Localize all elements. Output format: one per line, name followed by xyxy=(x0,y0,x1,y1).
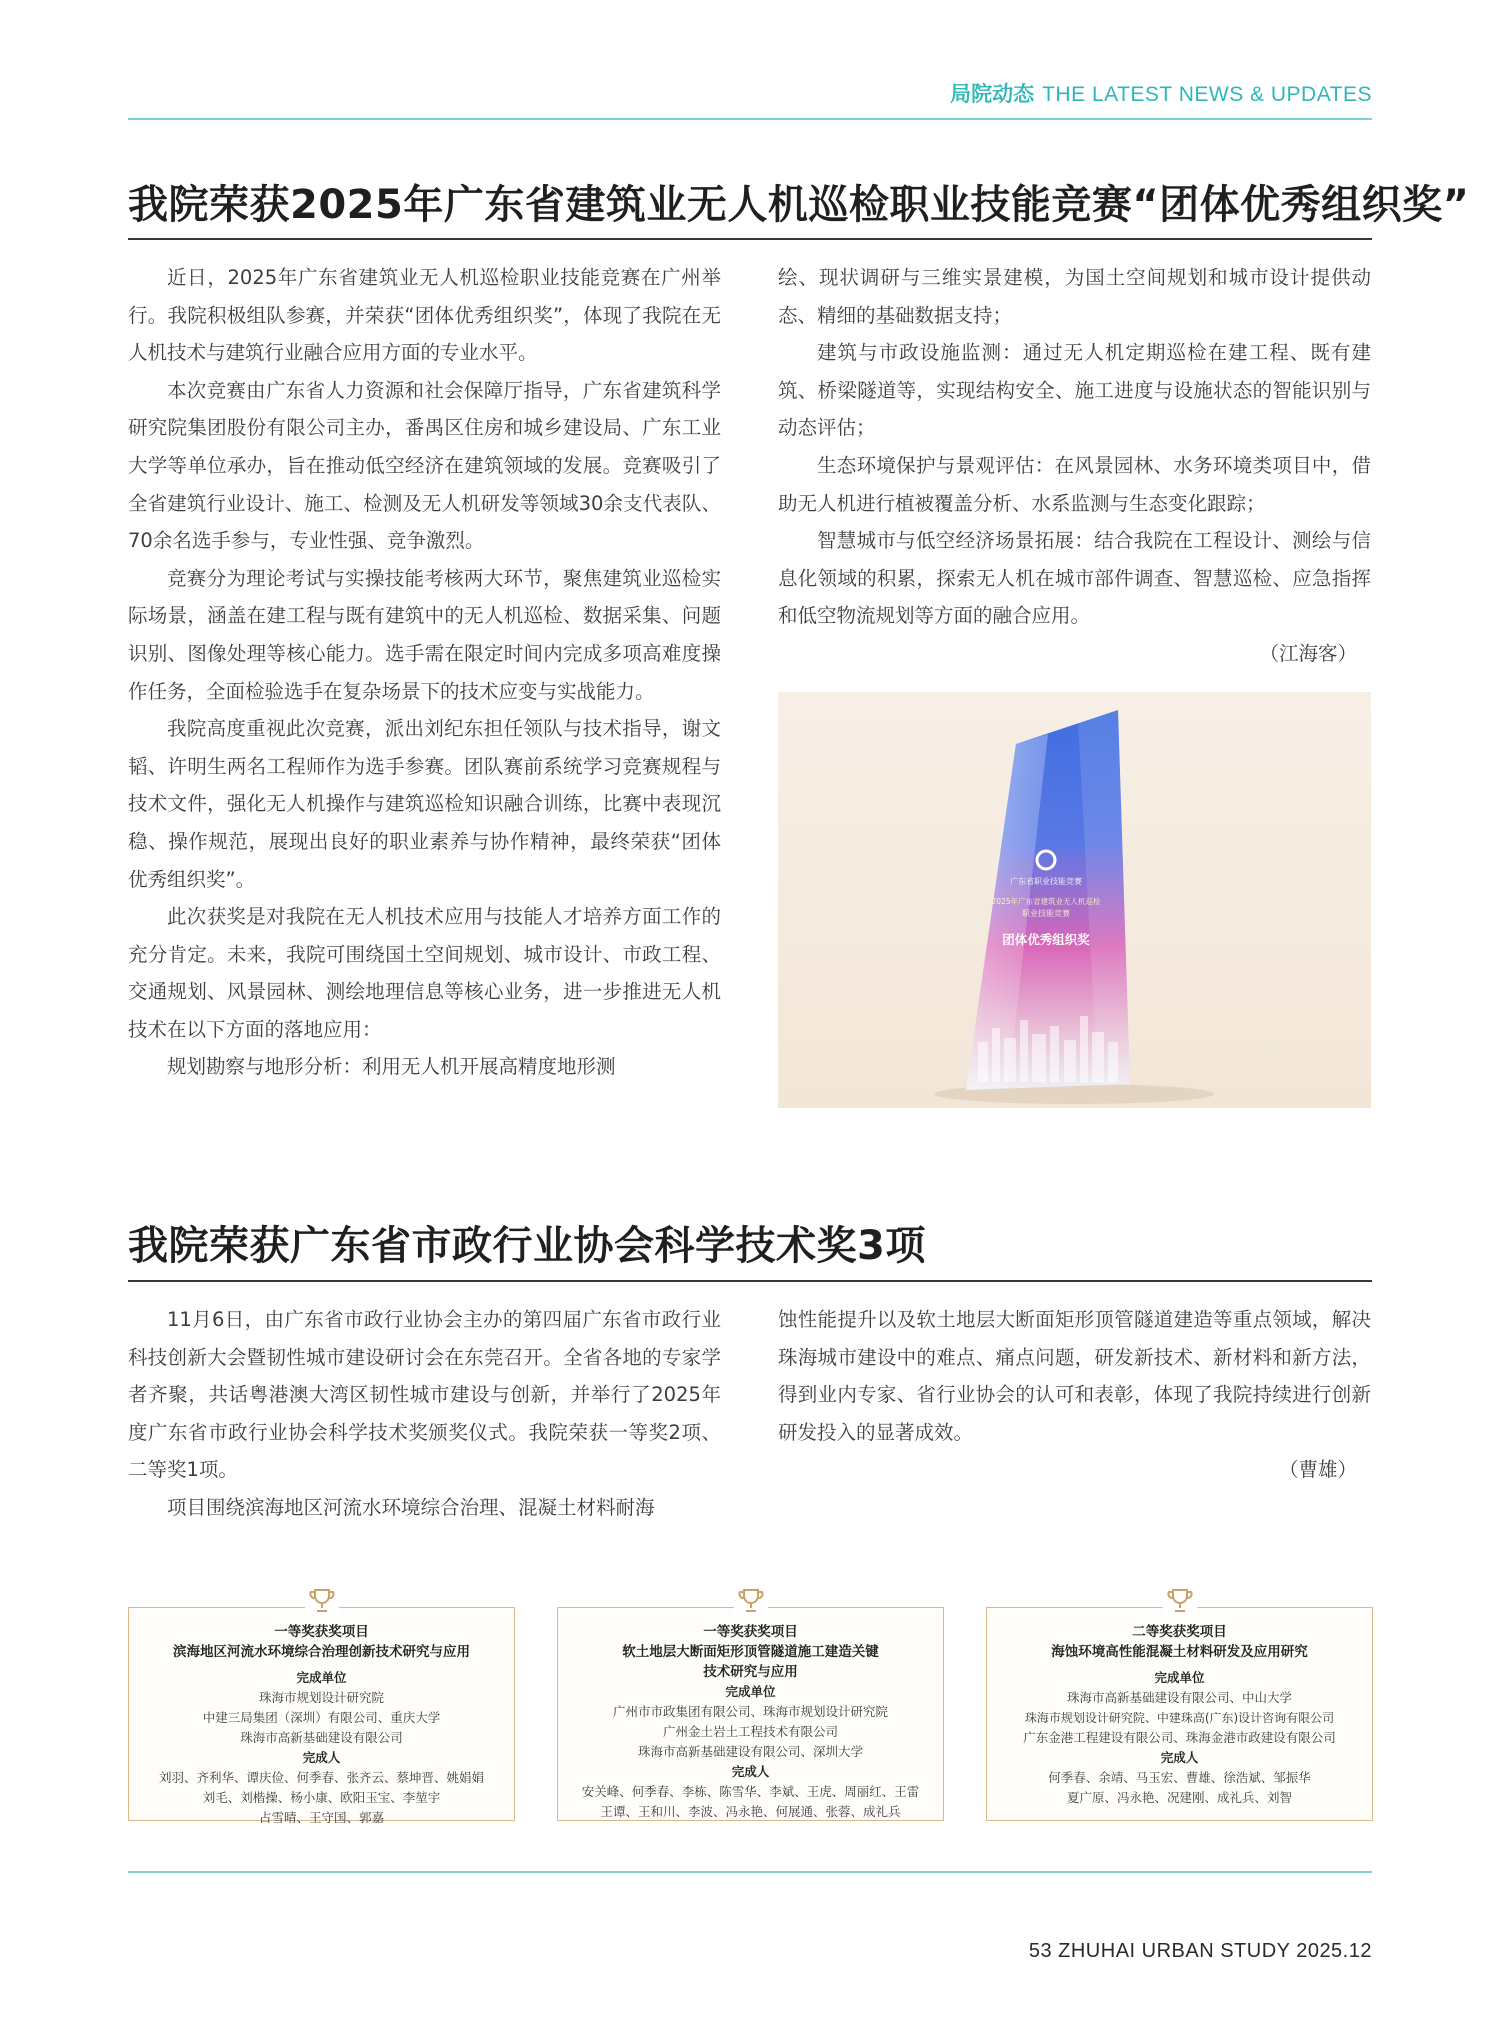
paragraph: 我院高度重视此次竞赛，派出刘纪东担任领队与技术指导，谢文韬、许明生两名工程师作为选手参赛。团队赛前系统学习竞赛规程与技术文件，强化无人机操作与建筑巡检知识融合训练，比赛中表现沉稳、操作规范，展现出良好的职业素养与协作精神，最终荣获“团体优秀组织奖”。 xyxy=(128,717,721,891)
award-unit: 广东金港工程建设有限公司、珠海金港市政建设有限公司 xyxy=(1023,1730,1336,1745)
article2-left-column xyxy=(128,1301,721,1527)
paragraph: 近日，2025年广东省建筑业无人机巡检职业技能竞赛在广州举行。我院积极组队参赛，并荣获“团体优秀组织奖”，体现了我院在无人机技术与建筑行业融合应用方面的专业水平。 xyxy=(128,266,721,365)
article2-right-column xyxy=(778,1301,1371,1489)
award-unit: 珠海市高新基础建设有限公司 xyxy=(240,1730,403,1745)
trophy-illustration xyxy=(778,692,1371,1108)
trophy-org: 广东省职业技能竞赛 xyxy=(1010,877,1082,886)
award-unit: 珠海市高新基础建设有限公司、中山大学 xyxy=(1066,1690,1292,1705)
paragraph-continued: 绘、现状调研与三维实景建模，为国土空间规划和城市设计提供动态、精细的基础数据支持； xyxy=(778,266,1371,327)
footer-divider xyxy=(128,1871,1372,1873)
article1-title: 我院荣获2025年广东省建筑业无人机巡检职业技能竞赛“团体优秀组织奖” xyxy=(128,182,1470,228)
award-level: 一等奖获奖项目 xyxy=(274,1624,369,1640)
award-unit: 广州金土岩土工程技术有限公司 xyxy=(662,1724,838,1739)
award-people: 夏广原、冯永艳、况建刚、成礼兵、刘智 xyxy=(1066,1790,1292,1805)
award-level: 一等奖获奖项目 xyxy=(703,1624,798,1640)
award-project: 海蚀环境高性能混凝土材料研发及应用研究 xyxy=(1051,1644,1308,1660)
award-unit: 珠海市规划设计研究院 xyxy=(258,1690,384,1705)
award-people: 占雪晴、王守国、郭嘉 xyxy=(258,1810,384,1825)
article2-title-divider xyxy=(128,1280,1372,1282)
header-divider xyxy=(128,118,1372,120)
section-header xyxy=(950,78,1372,108)
paragraph: 此次获奖是对我院在无人机技术应用与技能人才培养方面工作的充分肯定。未来，我院可围绕国土空间规划、城市设计、市政工程、交通规划、风景园林、测绘地理信息等核心业务，进一步推进无人机技术在以下方面的落地应用： xyxy=(128,905,721,1041)
paragraph: 本次竞赛由广东省人力资源和社会保障厅指导，广东省建筑科学研究院集团股份有限公司主办，番禺区住房和城乡建设局、广东工业大学等单位承办，旨在推动低空经济在建筑领域的发展。竞赛吸引了全省建筑行业设计、施工、检测及无人机研发等领域30余支代表队、70余名选手参与，专业性强、竞争激烈。 xyxy=(128,378,721,553)
article1-byline: （江海客） xyxy=(1259,641,1357,665)
trophy-cup-icon xyxy=(1163,1584,1197,1618)
award-unit: 广州市市政集团有限公司、珠海市规划设计研究院 xyxy=(612,1704,888,1719)
paragraph: 建筑与市政设施监测：通过无人机定期巡检在建工程、既有建筑、桥梁隧道等，实现结构安全、施工进度与设施状态的智能识别与动态评估； xyxy=(778,341,1371,440)
units-label: 完成单位 xyxy=(725,1684,776,1699)
section-title-cn: 局院动态 xyxy=(950,82,1035,106)
award-people: 刘毛、刘楷操、杨小康、欧阳玉宝、李堃宇 xyxy=(202,1790,441,1805)
award-people: 何季春、余靖、马玉宏、曹雄、徐浩斌、邹振华 xyxy=(1048,1770,1311,1785)
trophy-photo xyxy=(778,692,1371,1108)
award-card xyxy=(986,1607,1373,1821)
award-people: 安关峰、何季春、李栋、陈雪华、李斌、王虎、周丽红、王雷 xyxy=(581,1784,920,1799)
award-unit: 中建三局集团（深圳）有限公司、重庆大学 xyxy=(202,1710,441,1725)
award-project: 软土地层大断面矩形顶管隧道施工建造关键 xyxy=(622,1644,879,1660)
award-card xyxy=(128,1607,515,1825)
trophy-cup-icon xyxy=(305,1584,339,1618)
award-level: 二等奖获奖项目 xyxy=(1132,1624,1227,1640)
page-footer: 53 ZHUHAI URBAN STUDY 2025.12 xyxy=(1028,1940,1372,1962)
people-label: 完成人 xyxy=(302,1750,341,1765)
paragraph: 规划勘察与地形分析：利用无人机开展高精度地形测 xyxy=(167,1055,616,1079)
paragraph: 智慧城市与低空经济场景拓展：结合我院在工程设计、测绘与信息化领域的积累，探索无人机在城市部件调查、智慧巡检、应急指挥和低空物流规划等方面的融合应用。 xyxy=(778,529,1371,628)
article1-title-divider xyxy=(128,238,1372,240)
article2-byline: （曹雄） xyxy=(1278,1458,1357,1482)
paragraph-continued: 蚀性能提升以及软土地层大断面矩形顶管隧道建造等重点领域，解决珠海城市建设中的难点、痛点问题，研发新技术、新材料和新方法，得到业内专家、省行业协会的认可和表彰，体现了我院持续进行创新研发投入的显著成效。 xyxy=(778,1308,1371,1444)
award-project: 技术研究与应用 xyxy=(703,1664,798,1680)
paragraph: 生态环境保护与景观评估：在风景园林、水务环境类项目中，借助无人机进行植被覆盖分析、水系监测与生态变化跟踪； xyxy=(778,453,1371,515)
units-label: 完成单位 xyxy=(296,1670,347,1685)
award-unit: 珠海市高新基础建设有限公司、深圳大学 xyxy=(637,1744,863,1759)
trophy-cup-icon xyxy=(734,1584,768,1618)
award-people: 王谭、王和川、李波、冯永艳、何展通、张蓉、成礼兵 xyxy=(600,1804,901,1819)
award-project: 滨海地区河流水环境综合治理创新技术研究与应用 xyxy=(173,1644,470,1660)
section-title-en: THE LATEST NEWS & UPDATES xyxy=(1042,83,1372,106)
article1-right-column xyxy=(778,259,1371,673)
people-label: 完成人 xyxy=(731,1764,770,1779)
award-card xyxy=(557,1607,944,1821)
article1-left-column xyxy=(128,259,721,1086)
award-unit: 珠海市规划设计研究院、中建珠高(广东)设计咨询有限公司 xyxy=(1024,1711,1335,1725)
award-people: 刘羽、齐利华、谭庆俭、何季春、张齐云、蔡坤晋、姚娟娟 xyxy=(158,1770,484,1785)
paragraph: 项目围绕滨海地区河流水环境综合治理、混凝土材料耐海 xyxy=(167,1495,655,1519)
paragraph: 竞赛分为理论考试与实操技能考核两大环节，聚焦建筑业巡检实际场景，涵盖在建工程与既有建筑中的无人机巡检、数据采集、问题识别、图像处理等核心能力。选手需在限定时间内完成多项高难度操作任务，全面检验选手在复杂场景下的技术应变与实战能力。 xyxy=(128,566,721,703)
trophy-line1: 2025年广东省建筑业无人机巡检 xyxy=(991,897,1101,906)
article2-title: 我院荣获广东省市政行业协会科学技术奖3项 xyxy=(128,1223,926,1269)
trophy-line2: 职业技能竞赛 xyxy=(1022,909,1070,918)
units-label: 完成单位 xyxy=(1154,1670,1205,1685)
people-label: 完成人 xyxy=(1160,1750,1199,1765)
paragraph: 11月6日，由广东省市政行业协会主办的第四届广东省市政行业科技创新大会暨韧性城市建设研讨会在东莞召开。全省各地的专家学者齐聚，共话粤港澳大湾区韧性城市建设与创新，并举行了2025年度广东省市政行业协会科学技术奖颁奖仪式。我院荣获一等奖2项、二等奖1项。 xyxy=(128,1308,721,1482)
trophy-award: 团体优秀组织奖 xyxy=(1002,932,1090,947)
